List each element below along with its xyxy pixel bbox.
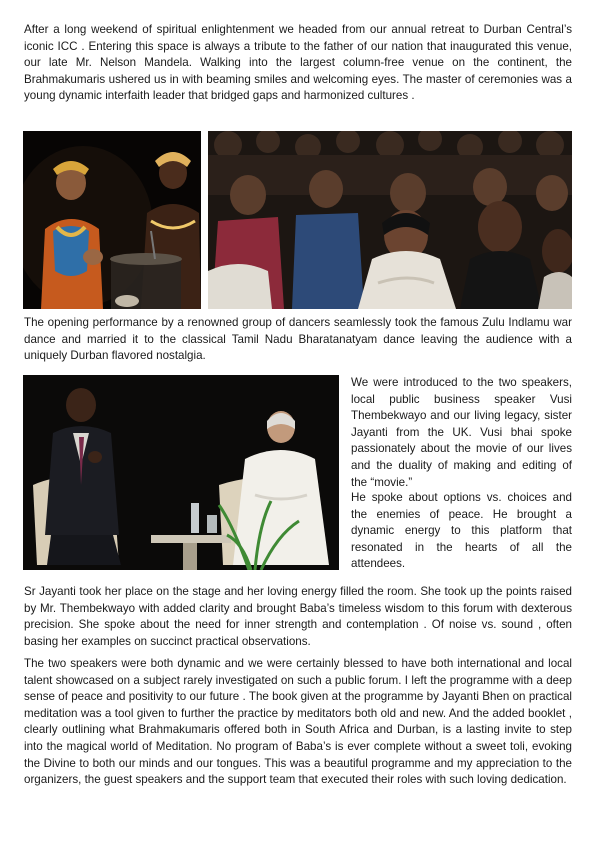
performance-paragraph: The opening performance by a renowned group of dancers seamlessly took the famous Zulu Indlamu war dance and married it to the classical Tamil Nadu Bharatanatyam dance leaving the audience with a uniquely Durban flavored nostalgia. [24,316,572,363]
jayanti-paragraph: Sr Jayanti took her place on the stage and her loving energy filled the room. She took up the points raised by Mr. Thembekwayo with added clarity and brought Baba’s timeless wisdom to this forum with dexterous precision. She spoke about the need for inner strength and contemplation . Of noise vs. sound , often basing her examples on succinct practical observations. [24,585,572,648]
closing-paragraph: The two speakers were both dynamic and we were certainly blessed to have both international and local talent showcased on a subject rarely investigated on such a public forum. I left the programme with a deep sense of peace and positivity to our future . The book given at the programme by Jayanti Bhen on practical meditation was a tool given to further the practice by meditators both old and new. And the added booklet , clearly outlining what Brahmakumaris offered both in South Africa and Durban, is a lasting invite to step into the magical world of Meditation. No program of Baba’s is ever complete without a sweet toli, evoking the Divine to both our minds and our tongues. This was a beautiful programme and my appreciation to the organizers, the guest speakers and the support team that executed their roles with such loving dedication. [24,657,572,787]
speakers-intro-paragraph: We were introduced to the two speakers, local public business speaker Vusi Thembekwayo and our living legacy, sister Jayanti from the UK. Vusi bhai spoke passionately about the movie of our lives and the duality of making and editing of the “movie.” [351,376,572,489]
audience-photo [208,131,572,309]
speakers-detail-paragraph: He spoke about options vs. choices and the enemies of peace. He brought a dynamic energy to this platform that resonated in the hearts of all the attendees. [351,491,572,571]
dancers-photo [23,131,201,309]
intro-paragraph: After a long weekend of spiritual enlightenment we headed from our annual retreat to Durban Central’s iconic ICC . Entering this space is always a tribute to the father of our nation that inaugurated this venue, our late Mr. Nelson Mandela. Walking into the largest column-free venue on the continent, the Brahmakumaris ushered us in with beaming smiles and welcoming eyes. The master of ceremonies was a young dynamic interfaith leader that bridged gaps and harmonized cultures . [24,23,572,103]
speakers-photo [23,375,339,570]
